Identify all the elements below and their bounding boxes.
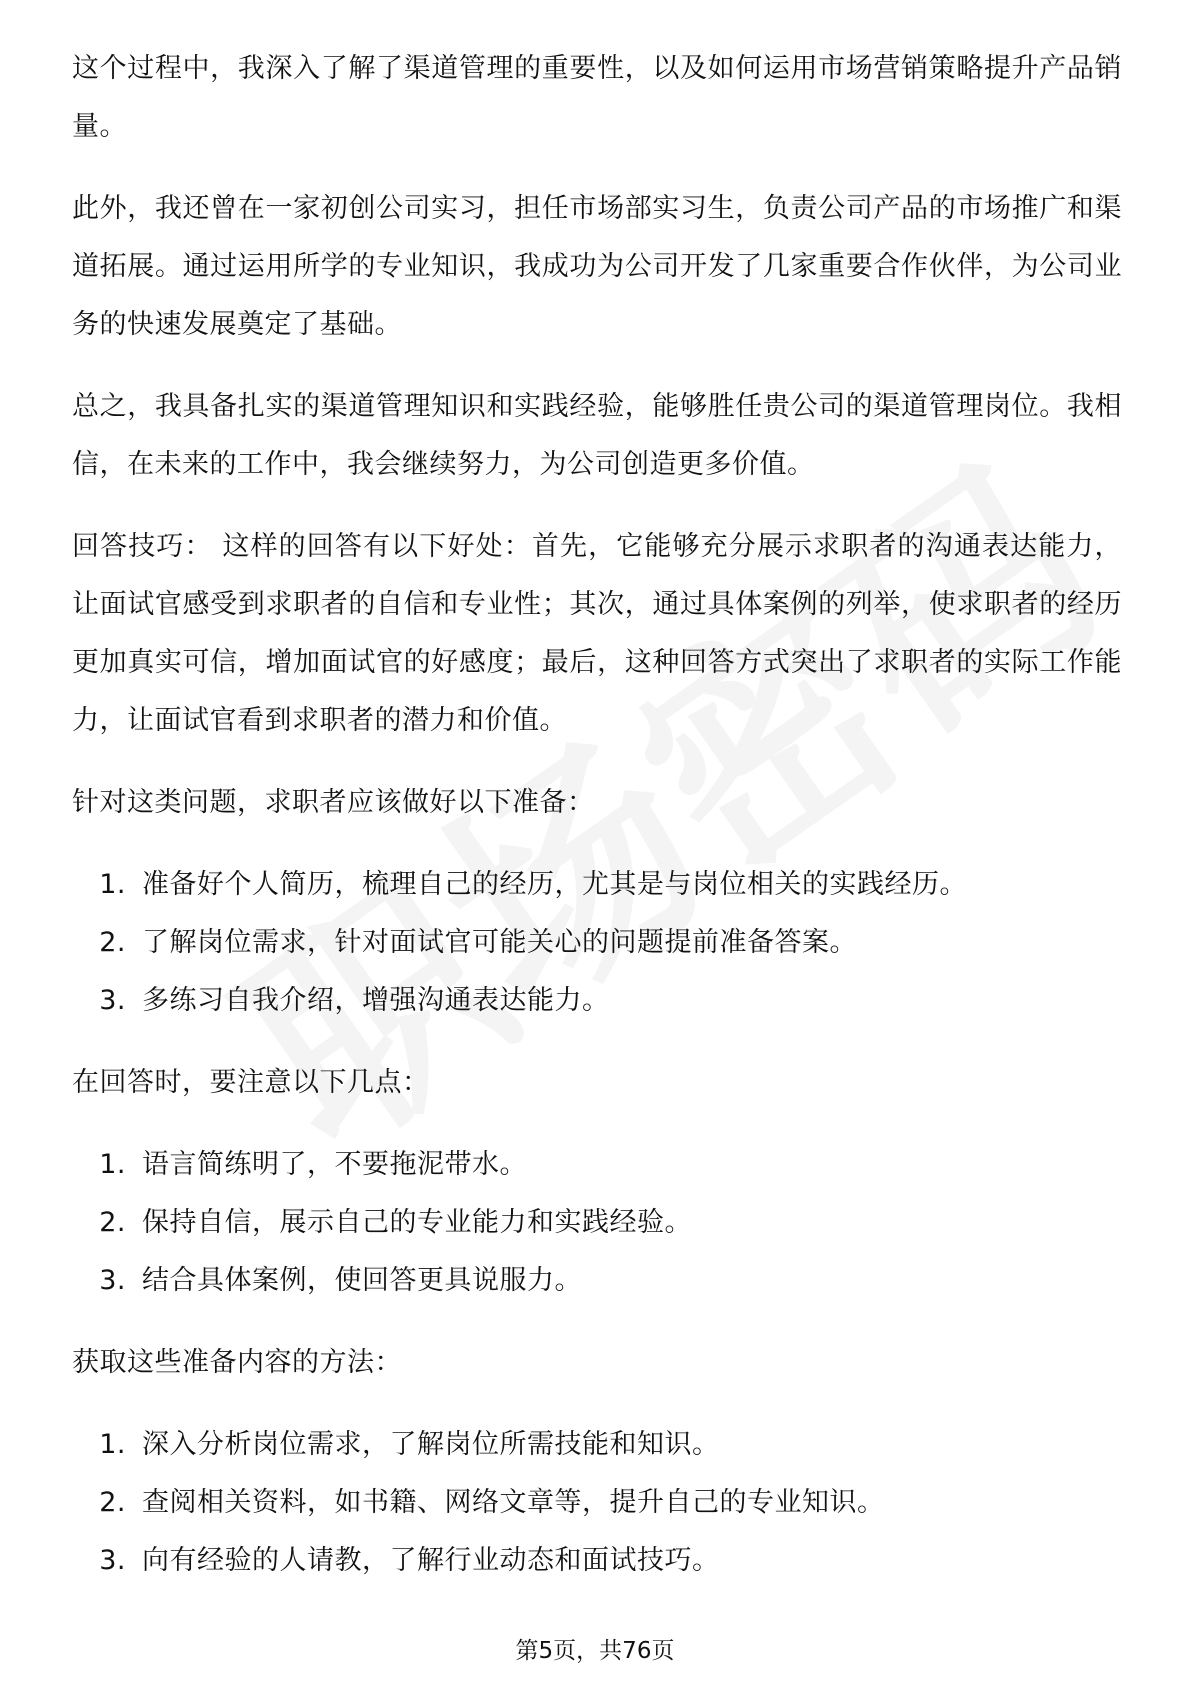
- list-item: [72, 1194, 1122, 1252]
- list-item: [72, 1252, 1122, 1310]
- list-item: [72, 1136, 1122, 1194]
- attention-list: [72, 1136, 1122, 1310]
- list-number: 2.: [99, 1487, 126, 1518]
- list-item-text: 深入分析岗位需求，了解岗位所需技能和知识。: [142, 1429, 720, 1460]
- paragraph-2: 此外，我还曾在一家初创公司实习，担任市场部实习生，负责公司产品的市场推广和渠道拓展。通过运用所学的专业知识，我成功为公司开发了几家重要合作伙伴，为公司业务的快速发展奠定了基础。: [72, 193, 1122, 340]
- list-item-text: 语言简练明了，不要拖泥带水。: [142, 1149, 527, 1180]
- list-item: [72, 1416, 1122, 1474]
- list-item-text: 了解岗位需求，针对面试官可能关心的问题提前准备答案。: [142, 927, 857, 958]
- list-number: 3.: [99, 1265, 126, 1296]
- list-item-text: 保持自信，展示自己的专业能力和实践经验。: [142, 1207, 692, 1238]
- list-item: [72, 972, 1122, 1030]
- list-item-text: 向有经验的人请教，了解行业动态和面试技巧。: [142, 1545, 720, 1576]
- list-number: 3.: [99, 985, 126, 1016]
- list-number: 1.: [99, 1429, 126, 1460]
- section-heading-methods: 获取这些准备内容的方法：: [72, 1347, 402, 1378]
- paragraph-answer-tips: 回答技巧： 这样的回答有以下好处：首先，它能够充分展示求职者的沟通表达能力，让面试官感受到求职者的自信和专业性；其次，通过具体案例的列举，使求职者的经历更加真实可信，增加面试官的好感度；最后，这种回答方式突出了求职者的实际工作能力，让面试官看到求职者的潜力和价值。: [72, 531, 1122, 736]
- list-number: 2.: [99, 1207, 126, 1238]
- list-item-text: 多练习自我介绍，增强沟通表达能力。: [142, 985, 610, 1016]
- list-number: 2.: [99, 927, 126, 958]
- document-page: [72, 40, 1122, 1614]
- list-item-text: 结合具体案例，使回答更具说服力。: [142, 1265, 582, 1296]
- paragraph-3: 总之，我具备扎实的渠道管理知识和实践经验，能够胜任贵公司的渠道管理岗位。我相信，在未来的工作中，我会继续努力，为公司创造更多价值。: [72, 391, 1122, 480]
- section-heading-preparation: 针对这类问题，求职者应该做好以下准备：: [72, 787, 595, 818]
- list-item: [72, 1474, 1122, 1532]
- list-number: 1.: [99, 869, 126, 900]
- list-number: 3.: [99, 1545, 126, 1576]
- list-item: [72, 1532, 1122, 1590]
- list-item: [72, 856, 1122, 914]
- section-heading-attention: 在回答时，要注意以下几点：: [72, 1067, 430, 1098]
- paragraph-1: 这个过程中，我深入了解了渠道管理的重要性，以及如何运用市场营销策略提升产品销量。: [72, 53, 1122, 142]
- methods-list: [72, 1416, 1122, 1590]
- page-footer: 第5页，共76页: [515, 1638, 675, 1664]
- list-number: 1.: [99, 1149, 126, 1180]
- list-item-text: 查阅相关资料，如书籍、网络文章等，提升自己的专业知识。: [142, 1487, 885, 1518]
- list-item: [72, 914, 1122, 972]
- list-item-text: 准备好个人简历，梳理自己的经历，尤其是与岗位相关的实践经历。: [142, 869, 967, 900]
- preparation-list: [72, 856, 1122, 1030]
